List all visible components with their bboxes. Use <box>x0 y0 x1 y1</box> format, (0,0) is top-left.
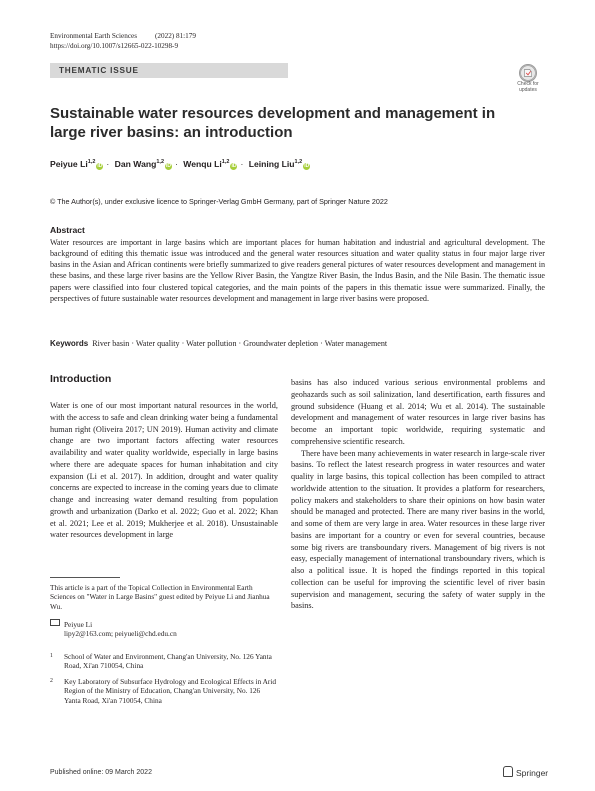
orcid-icon[interactable]: iD <box>97 162 103 169</box>
footnote-divider <box>50 577 120 578</box>
author-name[interactable]: Peiyue Li <box>50 158 88 169</box>
affiliation <box>50 652 278 671</box>
author-name[interactable]: Leining Liu <box>248 158 295 169</box>
check-for-updates-badge[interactable] <box>512 64 544 94</box>
paragraph: There have been many achievements in water research in large-scale river basins. To reflect the latest research progress in water resources and water quality in large basins, this topical collection has been compiled to attract worldwide attention to the situation. It provides a platform for researchers, policy makers and stakeholders to share their opinions on how basin water should be managed and protected. There are many river basins in the world, and some of them are very large in area. Water resources in these large river basins are important for a country or even for several countries, because some big rivers are transboundary rivers. Management of big rivers is not easy, especially management of international transboundary rivers, which is also a political issue. It is hoped the findings reported in this topical collection can be useful for improving the scientific level of river basin supervision and management, securing the safety of water supply in the basins. <box>291 448 546 611</box>
check-for-updates-label: Check for updates <box>517 81 539 93</box>
springer-horse-icon <box>503 766 513 777</box>
corresponding-author <box>50 620 278 639</box>
affiliation <box>50 677 278 705</box>
orcid-icon[interactable]: iD <box>166 162 172 169</box>
affiliation-number: 1 <box>50 653 53 659</box>
author-name[interactable]: Wenqu Li <box>183 158 222 169</box>
thematic-issue-banner: THEMATIC ISSUE <box>50 63 288 78</box>
published-date: Published online: 09 March 2022 <box>50 769 152 776</box>
journal-volume: (2022) 81:179 <box>155 32 196 40</box>
publisher-logo <box>503 766 548 778</box>
paragraph: basins has also induced various serious environmental problems and geohazards such as soil salinization, land desertification, earth fissures and ground subsidence (Huang et al. 2014; Wu et al. 2014). The sustainable development and management of water resources in large river basins has become an important topic worldwide, requiring systematic and comprehensive scientific research. <box>291 378 545 446</box>
publisher-name: Springer <box>516 768 549 778</box>
copyright-notice: © The Author(s), under exclusive licence to Springer-Verlag GmbH Germany, part of Springer Nature 2022 <box>50 197 388 206</box>
keywords-label: Keywords <box>50 339 89 348</box>
author-list: Peiyue Li$^{1,2}$iD · Dan Wang$^{1,2}$iD · Wenqu Li$^{1,2}$iD · Leining Liu$^{1,2}$iD <box>50 158 310 169</box>
affiliation-text: School of Water and Environment, Chang'an University, No. 126 Yanta Road, Xi'an 710054, China <box>64 652 272 671</box>
doi-link[interactable]: https://doi.org/10.1007/s12665-022-10298-9 <box>50 42 179 50</box>
journal-header <box>50 32 196 41</box>
corresponding-email[interactable]: lipy2@163.com; peiyueli@chd.edu.cn <box>64 629 177 639</box>
keywords-line <box>50 338 387 349</box>
envelope-icon <box>50 619 60 626</box>
affiliation-number: 2 <box>50 678 53 684</box>
author-name[interactable]: Dan Wang <box>114 158 157 169</box>
orcid-icon[interactable]: iD <box>304 162 310 169</box>
affiliation-text: Key Laboratory of Subsurface Hydrology and Ecological Effects in Arid Region of the Ministry of Education, Chang'an University, No. 126 Yanta Road, Xi'an 710054, China <box>64 677 277 705</box>
abstract-heading: Abstract <box>50 225 85 235</box>
article-title: Sustainable water resources development and management in large river basins: an introduction <box>50 105 496 141</box>
orcid-icon[interactable]: iD <box>231 162 237 169</box>
collection-note: This article is a part of the Topical Collection in Environmental Earth Sciences on "Water in Large Basins" guest edited by Peiyue Li and Jianhua Wu. <box>50 583 270 611</box>
introduction-column-1: Water is one of our most important natural resources in the world, with the access to safe and clean drinking water being a fundamental human right (Oliveira 2017; UN 2019). Human activity and climate change are two important factors affecting water resources availability and water quality worldwide, especially in large basins where there are adequate spaces for human inhabitation and city expansion (Li et al. 2017). In addition, drought and water quality concerns are expected to increase in the coming years due to climate change and increasing water demand resulting from population growth and urbanization (Darko et al. 2022; Guo et al. 2022; Khan et al. 2021; Lee et al. 2019; Mukherjee et al. 2018). Unsustainable water resources development in large <box>50 401 278 540</box>
check-for-updates-icon <box>519 64 537 82</box>
journal-name: Environmental Earth Sciences <box>50 32 138 40</box>
abstract-text: Water resources are important in large basins which are important places for human habitation and industrial and agricultural development. The background of editing this thematic issue was introduced and the general water resources situation and water quality status in four major large river basins in the Asian and African continents were briefly summarized to give readers general pictures of water resources development and management in these basins, and these large river basins are the Yellow River Basin, the Yangtze River Basin, the Indus Basin, and the Nile Basin. The thematic issue papers were classified into four clustered topical categories, and the main points of the papers in this thematic issue were summarized. Finally, the perspectives of future sustainable water resources development and management in large river basins were proposed. <box>50 238 545 303</box>
keywords-text: River basin · Water quality · Water pollution · Groundwater depletion · Water management <box>92 339 388 348</box>
introduction-heading: Introduction <box>50 373 112 385</box>
introduction-column-2 <box>291 377 545 612</box>
corresponding-name: Peiyue Li <box>64 620 93 629</box>
